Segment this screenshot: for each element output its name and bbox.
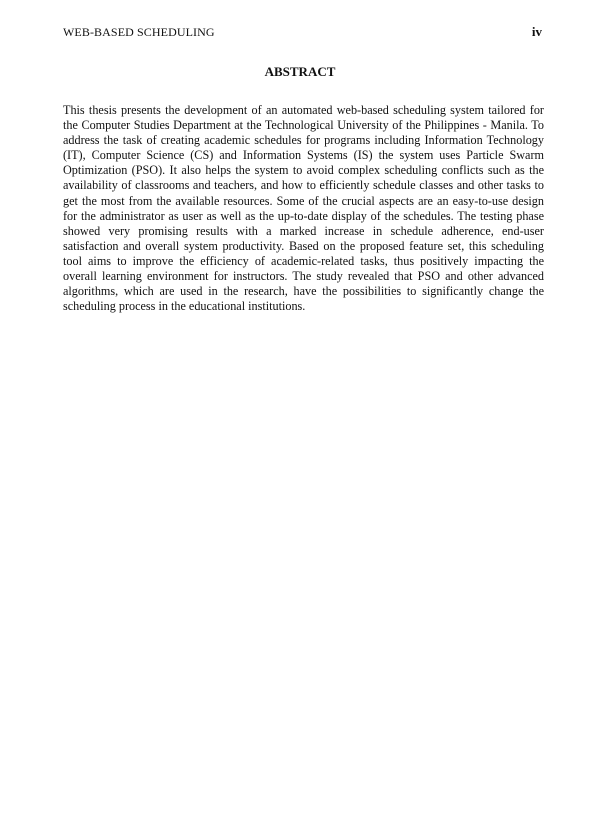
abstract-body-text: This thesis presents the development of an automated web-based scheduling system tailored for the Computer Studies Department at the Technological University of the Philippines - Manila. To address the task of creating academic schedules for programs including Information Technology (IT), Computer Science (CS) and Information Systems (IS) the system uses Particle Swarm Optimization (PSO). It also helps the system to avoid complex scheduling conflicts such as the availability of classrooms and teachers, and how to efficiently schedule classes and other tasks to get the most from the available resources. Some of the crucial aspects are an easy-to-use design for the administrator as user as well as the up-to-date display of the schedules. The testing phase showed very promising results with a marked increase in schedule adherence, end-user satisfaction and overall system productivity. Based on the proposed feature set, this scheduling tool aims to improve the efficiency of academic-related tasks, thus positively impacting the overall learning environment for instructors. The study revealed that PSO and other advanced algorithms, which are used in the research, have the possibilities to significantly change the scheduling process in the educational institutions. — [63, 103, 544, 314]
page-number: iv — [531, 24, 542, 39]
abstract-heading: ABSTRACT — [264, 64, 336, 79]
running-header-title: WEB-BASED SCHEDULING — [63, 25, 215, 39]
